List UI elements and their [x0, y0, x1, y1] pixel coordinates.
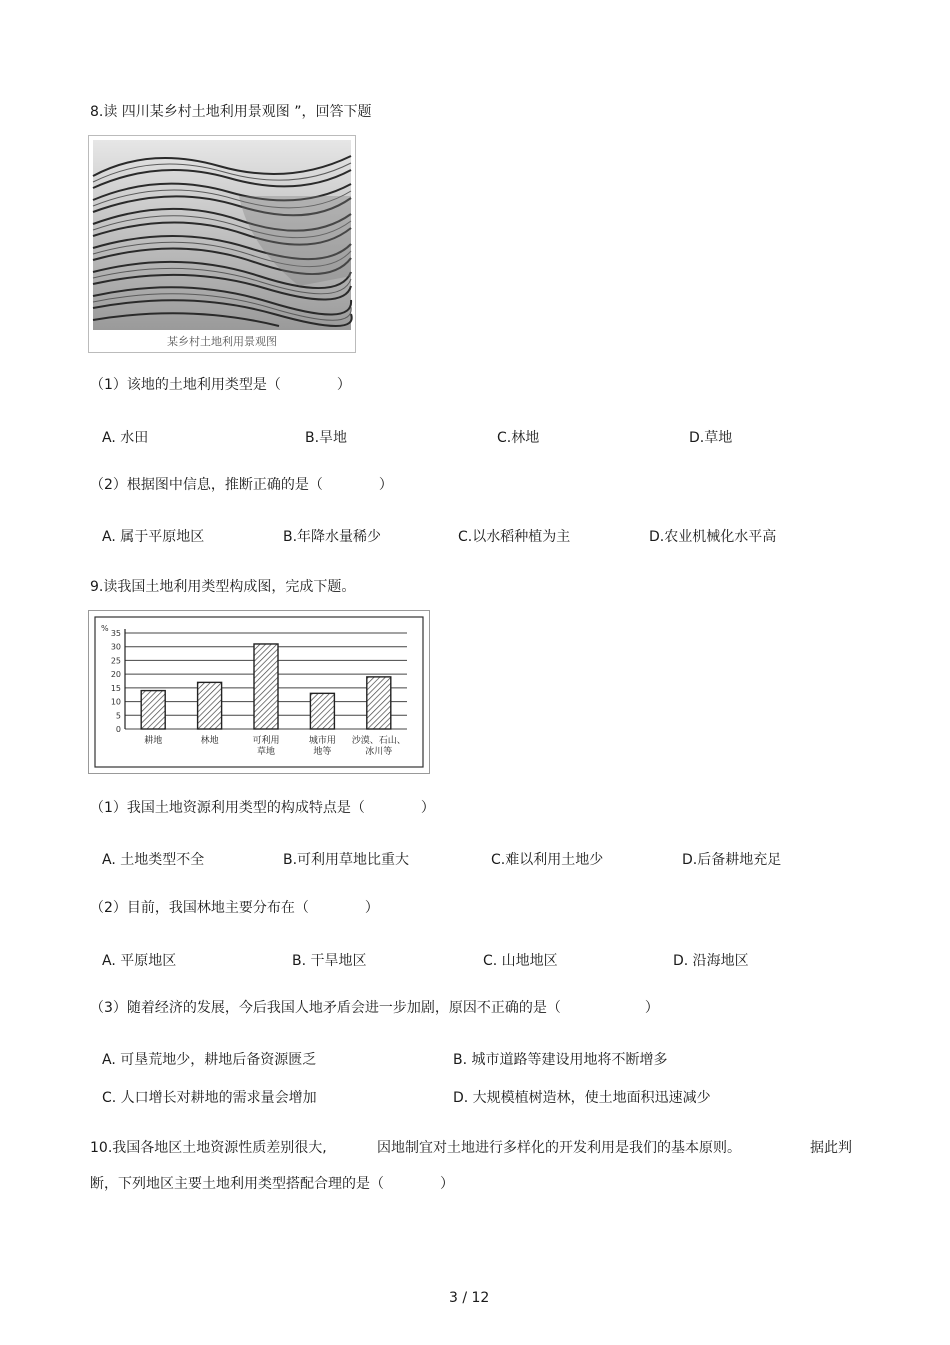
- q10-line1-part2: 因地制宜对土地进行多样化的开发利用是我们的基本原则。: [377, 1140, 741, 1156]
- bar: [198, 682, 222, 729]
- q9-stem: 9.读我国土地利用类型构成图，完成下题。: [90, 579, 356, 595]
- q9-sub3-option-a[interactable]: A. 可垦荒地少，耕地后备资源匮乏: [102, 1052, 317, 1068]
- y-tick-label: 0: [115, 725, 121, 734]
- q9-sub2-text: （2）目前，我国林地主要分布在（ ）: [90, 900, 379, 916]
- q9-sub3-text: （3）随着经济的发展，今后我国人地矛盾会进一步加剧，原因不正确的是（ ）: [90, 1000, 659, 1016]
- q9-sub1-option-c[interactable]: C.难以利用土地少: [491, 852, 604, 868]
- chart-svg: [89, 611, 429, 773]
- q9-sub3-option-b[interactable]: B. 城市道路等建设用地将不断增多: [453, 1052, 668, 1068]
- y-tick-label: 30: [110, 642, 121, 652]
- chart-y-unit: %: [101, 624, 109, 633]
- category-label: 冰川等: [365, 747, 393, 757]
- terrace-landscape-photo: [88, 135, 356, 353]
- q9-sub3-option-c[interactable]: C. 人口增长对耕地的需求量会增加: [102, 1090, 317, 1106]
- land-use-bar-chart: [88, 610, 430, 774]
- q8-sub2-text: （2）根据图中信息，推断正确的是（ ）: [90, 477, 393, 493]
- y-tick-label: 25: [110, 656, 121, 666]
- q9-sub3-option-d[interactable]: D. 大规模植树造林，使土地面积迅速减少: [453, 1090, 711, 1106]
- category-label: 耕地: [144, 736, 163, 746]
- q9-sub2-option-a[interactable]: A. 平原地区: [102, 953, 177, 969]
- bar: [367, 677, 391, 729]
- q9-sub2-option-b[interactable]: B. 干旱地区: [292, 953, 367, 969]
- category-label: 林地: [200, 736, 219, 746]
- q9-sub1-option-d[interactable]: D.后备耕地充足: [682, 852, 782, 868]
- q9-sub1-option-b[interactable]: B.可利用草地比重大: [283, 852, 410, 868]
- q8-sub2-option-d[interactable]: D.农业机械化水平高: [649, 529, 777, 545]
- bar: [310, 693, 334, 729]
- q9-sub1-option-a[interactable]: A. 土地类型不全: [102, 852, 205, 868]
- y-tick-label: 35: [110, 629, 121, 638]
- q8-sub1-option-b[interactable]: B.旱地: [305, 430, 348, 446]
- y-tick-label: 10: [110, 697, 121, 707]
- q9-sub2-option-d[interactable]: D. 沿海地区: [673, 953, 749, 969]
- y-tick-label: 15: [110, 683, 121, 693]
- q10-line1-part1: 10.我国各地区土地资源性质差别很大,: [90, 1140, 327, 1156]
- photo-caption: 某乡村土地利用景观图: [167, 335, 277, 348]
- q8-sub2-option-c[interactable]: C.以水稻种植为主: [458, 529, 571, 545]
- q10-line2: 断，下列地区主要土地利用类型搭配合理的是（ ）: [90, 1176, 454, 1192]
- y-tick-label: 5: [115, 711, 121, 721]
- q10-line1-part3: 据此判: [810, 1140, 852, 1156]
- q8-sub1-option-d[interactable]: D.草地: [689, 430, 733, 446]
- q8-sub1-option-a[interactable]: A. 水田: [102, 430, 149, 446]
- q9-sub2-option-c[interactable]: C. 山地地区: [483, 953, 558, 969]
- category-label: 可利用: [252, 736, 280, 746]
- q8-sub2-option-b[interactable]: B.年降水量稀少: [283, 529, 382, 545]
- category-label: 城市用: [308, 736, 336, 746]
- page-number: 3 / 12: [449, 1290, 490, 1306]
- q8-stem: 8.读 四川某乡村土地利用景观图 ”，回答下题: [90, 104, 372, 120]
- bar: [254, 644, 278, 729]
- q8-sub2-option-a[interactable]: A. 属于平原地区: [102, 529, 205, 545]
- category-label: 草地: [256, 747, 276, 757]
- terrace-image: [89, 136, 355, 352]
- q9-sub1-text: （1）我国土地资源利用类型的构成特点是（ ）: [90, 800, 435, 816]
- bar: [141, 691, 165, 729]
- category-label: 地等: [313, 747, 332, 757]
- q8-sub1-option-c[interactable]: C.林地: [497, 430, 540, 446]
- q8-sub1-text: （1）该地的土地利用类型是（ ）: [90, 377, 351, 393]
- category-label: 沙漠、石山、: [351, 736, 406, 746]
- y-tick-label: 20: [110, 670, 121, 680]
